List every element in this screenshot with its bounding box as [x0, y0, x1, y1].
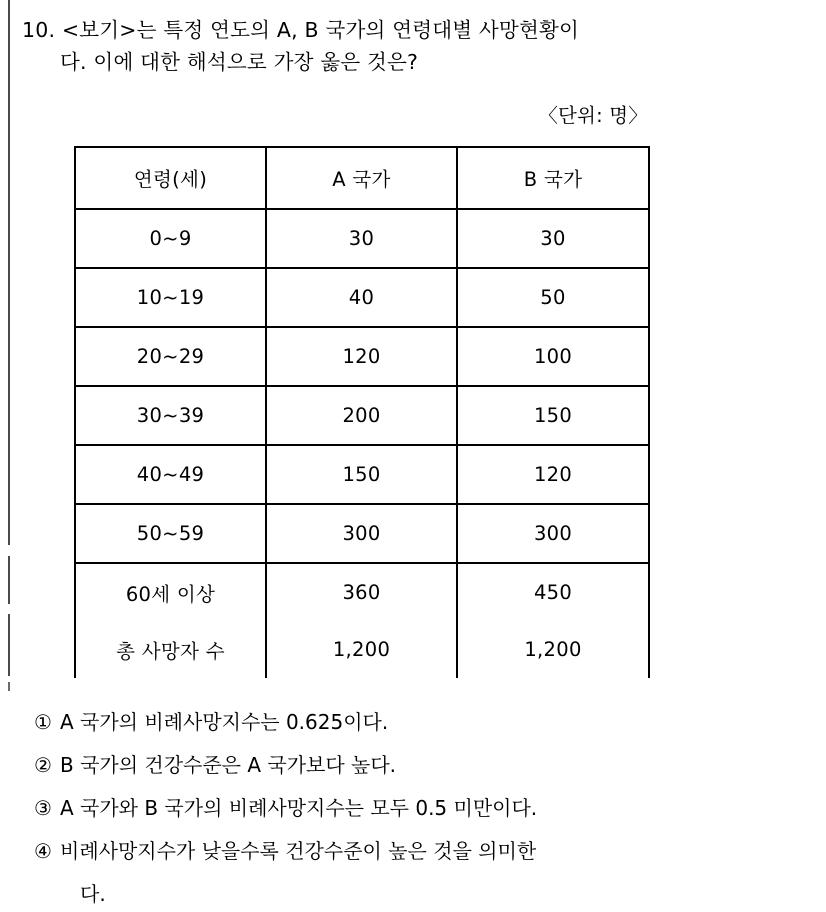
answer-choice-line [34, 790, 794, 826]
answer-choice-line [34, 704, 794, 740]
cell-country-b: 100 [457, 327, 649, 386]
cell-country-b: 30 [457, 209, 649, 268]
question-line-1: 10. <보기>는 특정 연도의 A, B 국가의 연령대별 사망현황이 [22, 18, 579, 42]
column-header-country-b: B 국가 [457, 147, 649, 209]
cell-country-a: 1,200 [266, 621, 457, 678]
cell-country-a: 150 [266, 445, 457, 504]
table-row [75, 445, 649, 504]
choice-text: 비례사망지수가 낮을수록 건강수준이 높은 것을 의미한 [60, 839, 537, 863]
question-line-2: 다. 이에 대한 해석으로 가장 옳은 것은? [60, 50, 419, 74]
answer-choice[interactable] [34, 790, 794, 826]
answer-choice[interactable] [34, 704, 794, 740]
table-row [75, 563, 649, 621]
table-row [75, 504, 649, 563]
choice-text: B 국가의 건강수준은 A 국가보다 높다. [60, 753, 397, 777]
question-stem [22, 14, 762, 78]
cell-country-a: 200 [266, 386, 457, 445]
choice-marker: ③ [34, 796, 52, 820]
cell-country-b: 1,200 [457, 621, 649, 678]
answer-choice-line [34, 833, 794, 869]
answer-choices [34, 704, 794, 912]
cell-country-b: 120 [457, 445, 649, 504]
cell-country-a: 40 [266, 268, 457, 327]
cell-age: 60세 이상 [75, 563, 266, 621]
table-body [75, 209, 649, 678]
cell-country-a: 30 [266, 209, 457, 268]
cell-country-a: 360 [266, 563, 457, 621]
table-header-row [75, 147, 649, 209]
choice-text: A 국가의 비례사망지수는 0.625이다. [60, 710, 389, 734]
cell-age: 총 사망자 수 [75, 621, 266, 678]
cell-country-b: 300 [457, 504, 649, 563]
cell-age: 40~49 [75, 445, 266, 504]
table-row [75, 621, 649, 678]
cell-age: 10~19 [75, 268, 266, 327]
choice-text-continued: 다. [80, 882, 106, 906]
page-edge-rule [8, 614, 10, 676]
cell-age: 30~39 [75, 386, 266, 445]
cell-age: 0~9 [75, 209, 266, 268]
unit-caption: 〈단위: 명〉 [538, 104, 648, 127]
table-row [75, 386, 649, 445]
cell-country-b: 50 [457, 268, 649, 327]
page-edge-rule [8, 682, 10, 691]
table-row [75, 268, 649, 327]
answer-choice[interactable] [34, 833, 794, 912]
cell-age: 20~29 [75, 327, 266, 386]
table-row [75, 209, 649, 268]
answer-choice[interactable] [34, 747, 794, 783]
choice-marker: ② [34, 753, 52, 777]
choice-text: A 국가와 B 국가의 비례사망지수는 모두 0.5 미만이다. [60, 796, 538, 820]
answer-choice-line [34, 747, 794, 783]
cell-country-a: 120 [266, 327, 457, 386]
cell-country-b: 450 [457, 563, 649, 621]
mortality-table [74, 146, 650, 678]
choice-marker: ④ [34, 839, 52, 863]
column-header-country-a: A 국가 [266, 147, 457, 209]
cell-country-b: 150 [457, 386, 649, 445]
column-header-age: 연령(세) [75, 147, 266, 209]
page-edge-rule [8, 556, 10, 604]
cell-age: 50~59 [75, 504, 266, 563]
table-row [75, 327, 649, 386]
page-edge-rule [8, 0, 10, 545]
cell-country-a: 300 [266, 504, 457, 563]
choice-marker: ① [34, 710, 52, 734]
